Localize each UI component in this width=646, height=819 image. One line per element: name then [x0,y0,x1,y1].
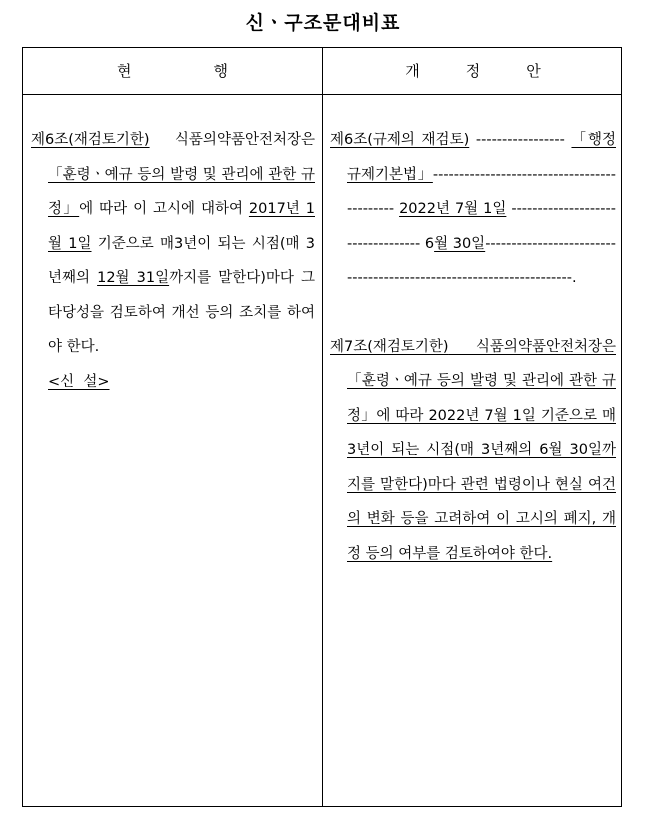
current-art6-text1: 식품의약품안전처장은 [149,132,315,148]
comparison-table [22,47,622,807]
header-revised-char-1: 개 [405,62,420,80]
revised-column [330,123,616,571]
revised-art6-label: 제6조(규제의 재검토) [330,132,470,148]
current-art6-text4: 까지를 말한다)마다 그 타당성을 검토하여 개선 등의 조치를 하여야 한다. [48,270,315,355]
current-art6-date2: 12월 31일 [97,270,170,286]
current-art6-label: 제6조(재검토기한) [31,132,150,148]
header-revised-char-2: 정 [465,62,481,80]
current-art6-text2: 에 따라 이 고시에 대하여 [79,201,249,217]
current-art6-date1: 2017년 1월 1일 [48,201,315,252]
revised-article-7 [330,330,616,572]
revised-article-6 [330,123,616,296]
header-current-char-1: 현 [117,62,132,80]
revised-art6-date1: 2022년 7월 1일 [399,201,507,217]
page-title: 신ㆍ구조문대비표 [245,12,401,34]
header-revised [323,48,623,94]
current-art6-regulation: 「훈령ㆍ예규 등의 발령 및 관리에 관한 규정」 [48,166,315,217]
revised-art6-dash4: --------------------------------------------------------------------. [347,235,616,286]
revised-art6-law: 「행정규제기본법」 [347,132,616,183]
column-divider [322,48,323,806]
revised-art6-dash3: ---------------------------------- 6 [347,201,616,252]
revised-art6-dash2: -------------------------------------------- [347,166,616,217]
header-current [23,48,322,94]
current-new-marker [31,365,315,400]
revised-art7-label: 제7조(재검토기한) [330,338,449,355]
current-art6-text3: 기준으로 매3년이 되는 시점(매 3년째의 [48,235,315,286]
spacer [330,296,616,330]
current-article-6 [31,123,315,365]
header-revised-char-3: 안 [526,62,541,80]
revised-art7-text: 식품의약품안전처장은 「훈령ㆍ예규 등의 발령 및 관리에 관한 규정」에 따라 2022년 7월 1일 기준으로 매3년이 되는 시점(매 3년째의 6월 30일까지를 말한다)마다 관련 법령이나 현실 여건의 변화 등을 고려하여 이 고시의 폐지, 개정 등의 여부를 검토하여야 한다. [347,338,616,562]
header-current-char-2: 행 [213,62,228,80]
revised-art6-date2: 월 30일 [434,235,486,252]
revised-art6-dash1: ----------------- [469,132,572,148]
current-new-label: <신 설> [48,373,110,390]
current-column [31,123,315,399]
